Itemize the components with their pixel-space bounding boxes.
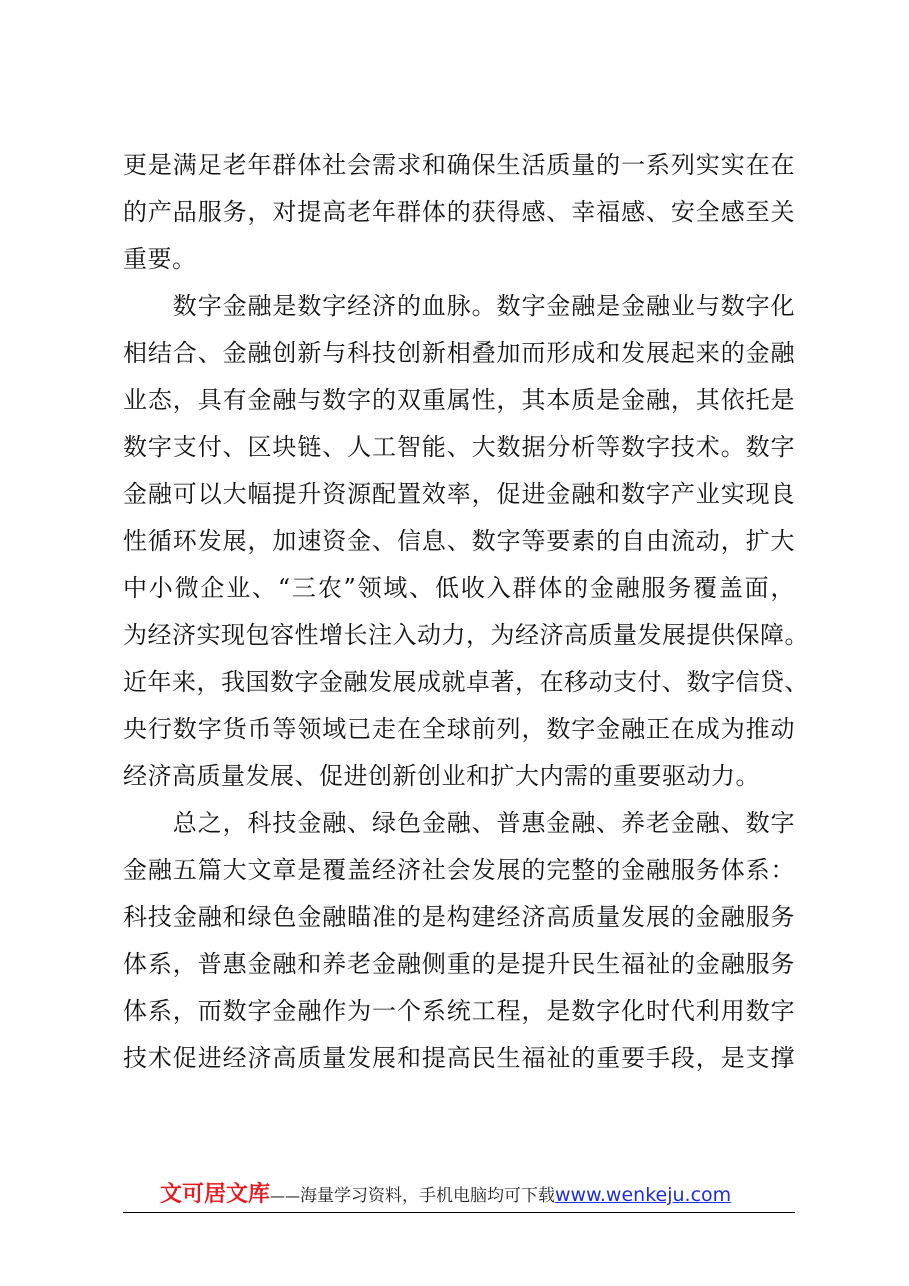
text-line: 金融可以大幅提升资源配置效率，促进金融和数字产业实现良 xyxy=(123,480,795,508)
text-line: 技术促进经济高质量发展和提高民生福祉的重要手段，是支撑 xyxy=(123,1044,795,1072)
text-line: 科技金融和绿色金融瞄准的是构建经济高质量发展的金融服务 xyxy=(123,903,795,931)
text-line: 更是满足老年群体社会需求和确保生活质量的一系列实实在在 xyxy=(123,151,795,179)
footer-dash: —— xyxy=(270,1187,301,1205)
text-line: 数字支付、区块链、人工智能、大数据分析等数字技术。数字 xyxy=(123,433,795,461)
text-line: 近年来，我国数字金融发展成就卓著，在移动支付、数字信贷、 xyxy=(123,668,809,696)
text-line: 体系，而数字金融作为一个系统工程，是数字化时代利用数字 xyxy=(123,997,795,1025)
text-line: 的产品服务，对提高老年群体的获得感、幸福感、安全感至关 xyxy=(123,198,795,226)
text-line: 经济高质量发展、促进创新创业和扩大内需的重要驱动力。 xyxy=(123,762,760,790)
page-footer xyxy=(123,1178,795,1213)
text-line: 性循环发展，加速资金、信息、数字等要素的自由流动，扩大 xyxy=(123,527,795,555)
footer-banner xyxy=(160,1180,731,1211)
text-line: 重要。 xyxy=(123,245,197,273)
text-line: 总之，科技金融、绿色金融、普惠金融、养老金融、数字 xyxy=(123,809,795,837)
text-line: 金融五篇大文章是覆盖经济社会发展的完整的金融服务体系： xyxy=(123,856,795,884)
text-line: 央行数字货币等领域已走在全球前列，数字金融正在成为推动 xyxy=(123,715,795,743)
text-line: 业态，具有金融与数字的双重属性，其本质是金融，其依托是 xyxy=(123,386,795,414)
footer-site-link[interactable]: www.wenkeju.com xyxy=(555,1184,732,1206)
footer-brand: 文可居文库 xyxy=(160,1182,271,1207)
text-line: 相结合、金融创新与科技创新相叠加而形成和发展起来的金融 xyxy=(123,339,795,367)
text-line: 中小微企业、“三农”领域、低收入群体的金融服务覆盖面， xyxy=(123,574,795,602)
text-line: 体系，普惠金融和养老金融侧重的是提升民生福祉的金融服务 xyxy=(123,950,795,978)
footer-tagline: 海量学习资料，手机电脑均可下载 xyxy=(300,1186,556,1206)
text-line: 数字金融是数字经济的血脉。数字金融是金融业与数字化 xyxy=(123,292,795,320)
text-line: 为经济实现包容性增长注入动力，为经济高质量发展提供保障。 xyxy=(123,621,809,649)
document-body xyxy=(123,142,809,1082)
